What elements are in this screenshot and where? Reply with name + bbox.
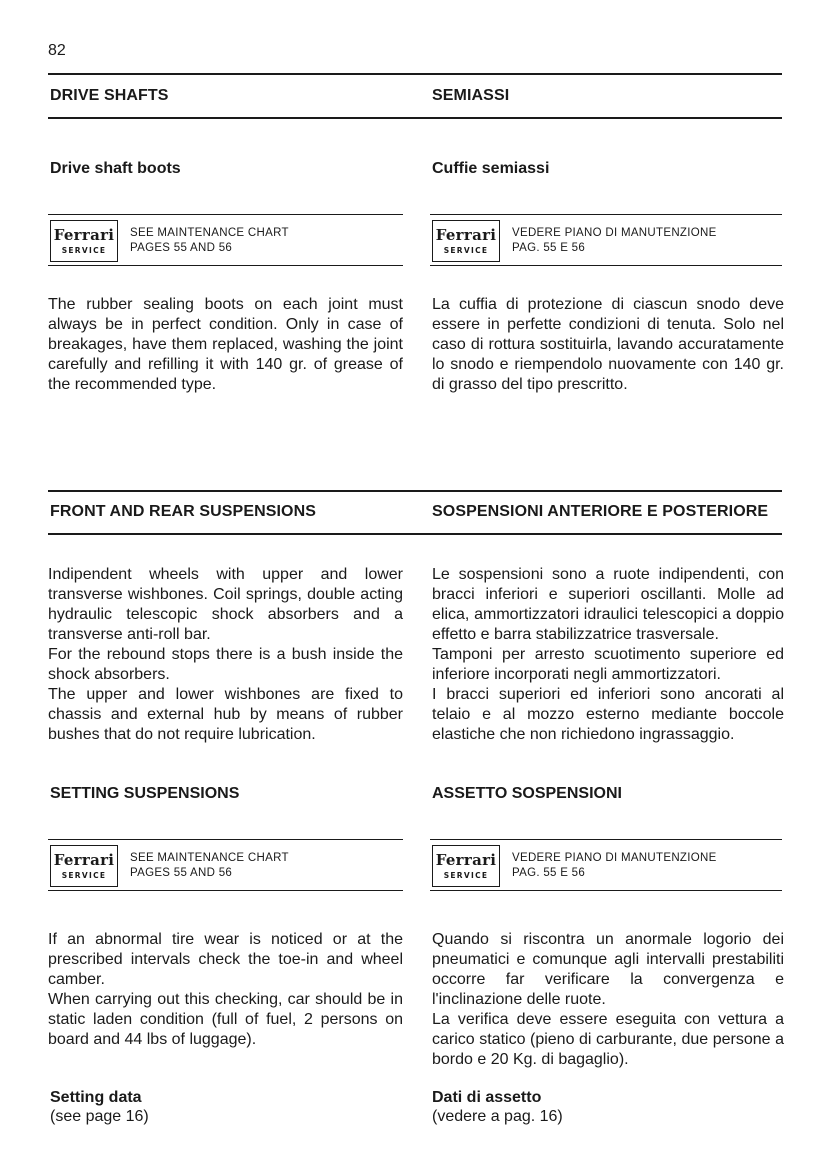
logo-service: SERVICE <box>61 245 107 255</box>
service-ref-line1: SEE MAINTENANCE CHART <box>130 852 289 864</box>
service-rule-bottom-it <box>430 890 782 891</box>
paragraph: When carrying out this checking, car should be in static laden condition (full of fuel, 2 persons on board and 44 lbs of luggage). <box>48 991 403 1048</box>
logo-brand: Ferrari <box>53 850 115 869</box>
service-rule-top-en <box>48 214 403 215</box>
service-reference-en <box>130 851 289 881</box>
ferrari-service-logo <box>432 845 500 887</box>
paragraph: If an abnormal tire wear is noticed or at the prescribed intervals check the toe-in and wheel camber. <box>48 931 403 988</box>
service-ref-line1: SEE MAINTENANCE CHART <box>130 227 289 239</box>
paragraph: Indipendent wheels with upper and lower transverse wishbones. Coil springs, double acting hydraulic telescopic shock absorbers and a transverse anti-roll bar. <box>48 566 403 643</box>
logo-service: SERVICE <box>61 870 107 880</box>
subtitle-setting-data: Setting data <box>50 1089 142 1106</box>
page-number: 82 <box>48 42 66 59</box>
service-ref-line2: PAGES 55 AND 56 <box>130 867 233 879</box>
drive-shafts-text-en <box>48 295 403 395</box>
dati-di-assetto-reference: (vedere a pag. 16) <box>432 1108 563 1125</box>
ferrari-service-logo <box>432 220 500 262</box>
paragraph: The rubber sealing boots on each joint must always be in perfect condition. Only in case of breakages, have them replaced, washing the joint carefully and refilling it with 140 gr. of grease of the recommended type. <box>48 296 403 393</box>
service-rule-bottom-en <box>48 890 403 891</box>
section-rule-top <box>48 73 782 75</box>
subtitle-assetto-sospensioni: ASSETTO SOSPENSIONI <box>432 785 622 802</box>
service-ref-line2: PAGES 55 AND 56 <box>130 242 233 254</box>
paragraph: I bracci superiori ed inferiori sono ancorati al telaio e al mozzo esterno mediante boccole elastiche che non richiedono ingrassaggio. <box>432 686 784 743</box>
section-rule-top <box>48 490 782 492</box>
service-rule-top-it <box>430 214 782 215</box>
section-title-semiassi: SEMIASSI <box>432 87 510 104</box>
section-title-drive-shafts: DRIVE SHAFTS <box>50 87 169 104</box>
paragraph: Tamponi per arresto scuotimento superiore ed inferiore incorporati negli ammortizzatori. <box>432 646 784 683</box>
logo-brand: Ferrari <box>435 850 497 869</box>
drive-shafts-text-it <box>432 295 784 395</box>
subtitle-dati-di-assetto: Dati di assetto <box>432 1089 542 1106</box>
logo-service: SERVICE <box>443 870 489 880</box>
logo-brand: Ferrari <box>53 225 115 244</box>
section-title-suspensions: FRONT AND REAR SUSPENSIONS <box>50 503 317 520</box>
service-ref-line2: PAG. 55 E 56 <box>512 867 586 879</box>
service-rule-top-en <box>48 839 403 840</box>
paragraph: Quando si riscontra un anormale logorio dei pneumatici e comunque agli intervalli prestabiliti occorre far verificare la convergenza e l'inclinazione delle ruote. <box>432 931 784 1008</box>
subtitle-cuffie-semiassi: Cuffie semiassi <box>432 160 550 177</box>
subtitle-drive-shaft-boots: Drive shaft boots <box>50 160 181 177</box>
paragraph: La verifica deve essere eseguita con vettura a carico statico (pieno di carburante, due persone a bordo e 20 Kg. di bagaglio). <box>432 1011 784 1068</box>
service-rule-top-it <box>430 839 782 840</box>
service-rule-bottom-en <box>48 265 403 266</box>
paragraph: For the rebound stops there is a bush inside the shock absorbers. <box>48 646 403 683</box>
service-reference-it <box>512 226 717 256</box>
section-rule-bottom <box>48 533 782 535</box>
service-rule-bottom-it <box>430 265 782 266</box>
service-reference-it <box>512 851 717 881</box>
ferrari-service-logo <box>50 845 118 887</box>
suspensions-text-it <box>432 565 784 745</box>
paragraph: The upper and lower wishbones are fixed to chassis and external hub by means of rubber bushes that do not require lubrication. <box>48 686 403 743</box>
section-title-sospensioni: SOSPENSIONI ANTERIORE E POSTERIORE <box>432 503 769 520</box>
service-ref-line1: VEDERE PIANO DI MANUTENZIONE <box>512 227 717 239</box>
service-reference-en <box>130 226 289 256</box>
setting-text-it <box>432 930 784 1070</box>
paragraph: Le sospensioni sono a ruote indipendenti, con bracci inferiori e superiori oscillanti. Molle ad elica, ammortizzatori idraulici telescopici a doppio effetto e barra stabilizzatrice trasversale. <box>432 566 784 643</box>
suspensions-text-en <box>48 565 403 745</box>
setting-data-reference: (see page 16) <box>50 1108 149 1125</box>
logo-brand: Ferrari <box>435 225 497 244</box>
service-ref-line2: PAG. 55 E 56 <box>512 242 586 254</box>
subtitle-setting-suspensions: SETTING SUSPENSIONS <box>50 785 240 802</box>
service-ref-line1: VEDERE PIANO DI MANUTENZIONE <box>512 852 717 864</box>
setting-text-en <box>48 930 403 1050</box>
ferrari-service-logo <box>50 220 118 262</box>
paragraph: La cuffia di protezione di ciascun snodo deve essere in perfette condizioni di tenuta. Solo nel caso di rottura sostituirla, lavando accuratamente lo snodo e riempendolo nuovamente con 140 gr. di grasso del tipo prescritto. <box>432 296 784 393</box>
section-rule-bottom <box>48 117 782 119</box>
logo-service: SERVICE <box>443 245 489 255</box>
